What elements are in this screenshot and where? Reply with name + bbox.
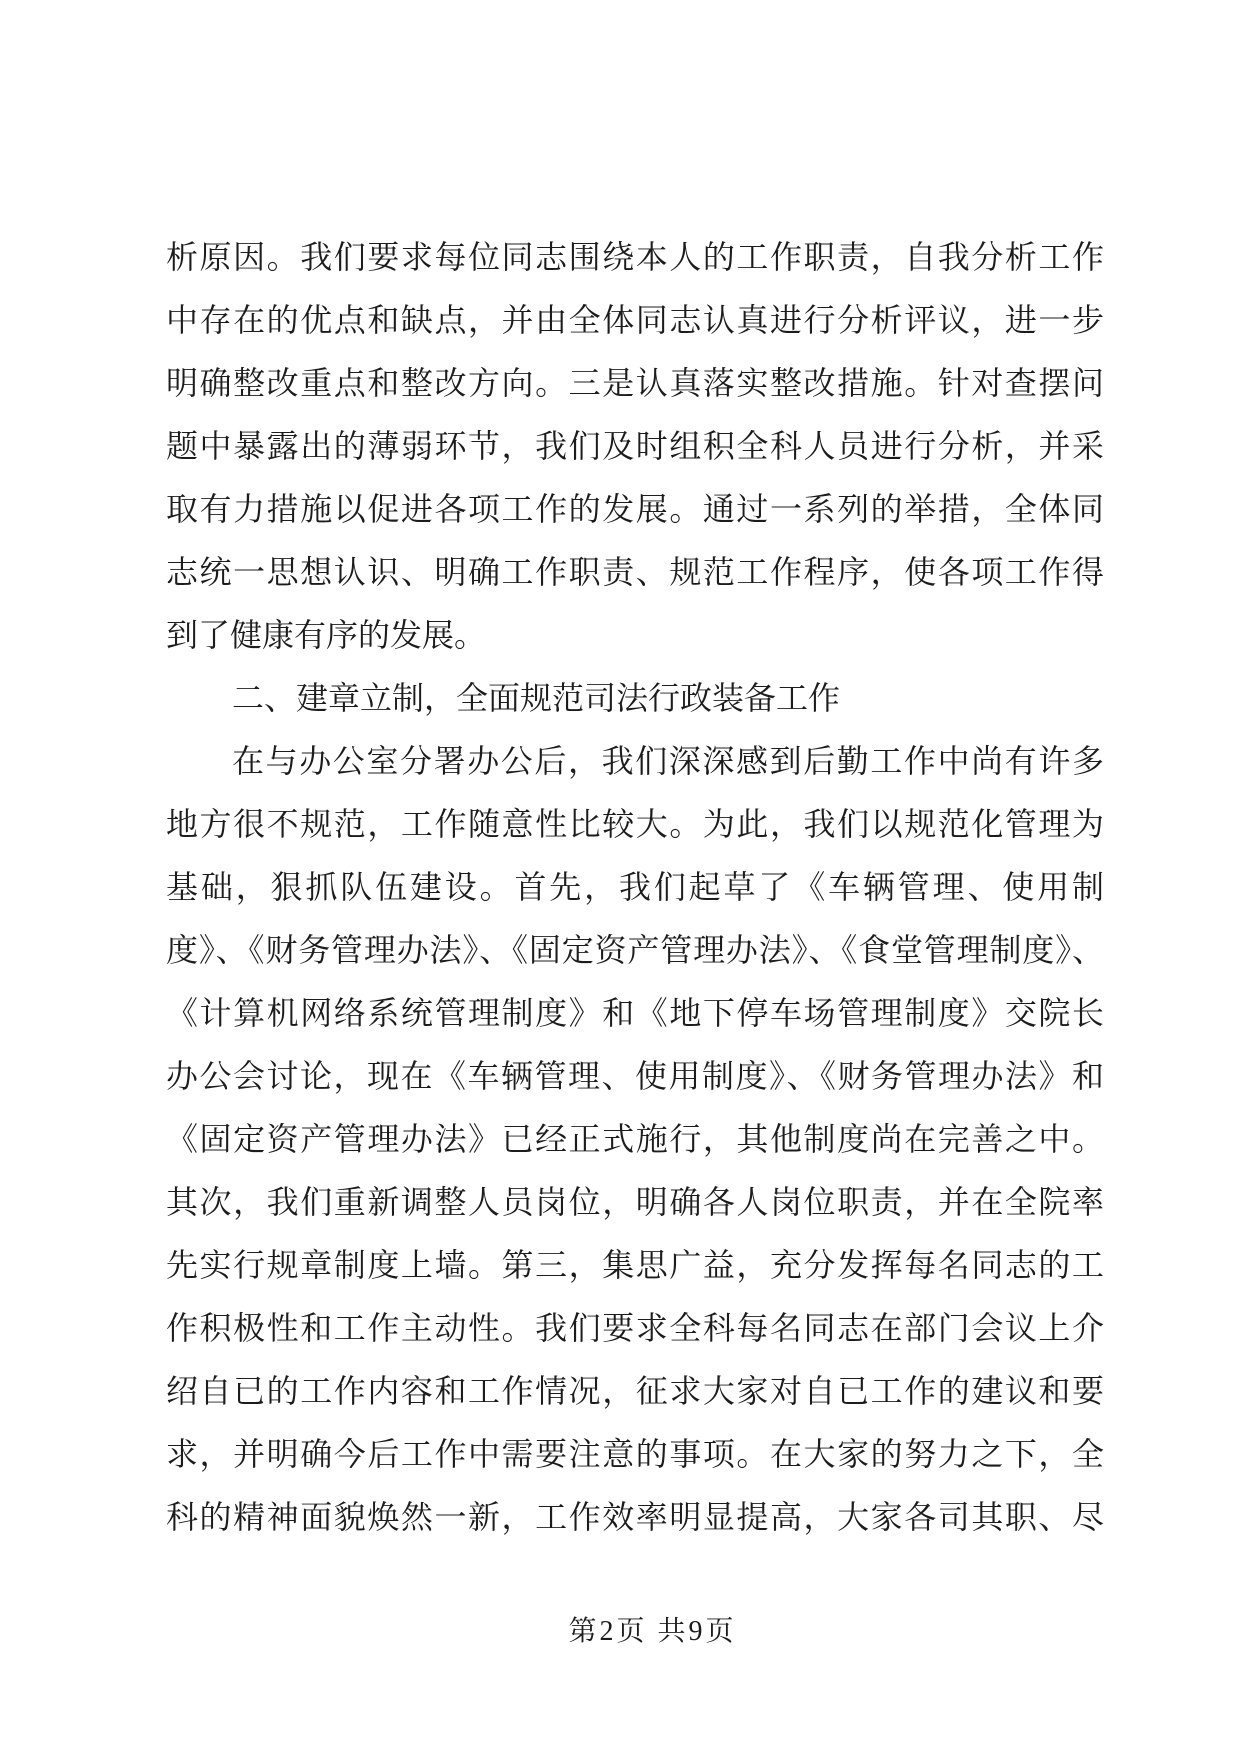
text-line: 在与办公室分署办公后，我们深深感到后勤工作中尚有许多 bbox=[232, 743, 1104, 779]
text-line: 度》、《财务管理办法》、《固定资产管理办法》、《食堂管理制度》、 bbox=[166, 932, 1104, 968]
text-line: 作积极性和工作主动性。我们要求全科每名同志在部门会议上介 bbox=[166, 1310, 1104, 1346]
text-line: 其次，我们重新调整人员岗位，明确各人岗位职责，并在全院率 bbox=[166, 1184, 1104, 1220]
text-line: 《固定资产管理办法》已经正式施行，其他制度尚在完善之中。 bbox=[166, 1121, 1104, 1157]
page-number-label: 第2页 共9页 bbox=[568, 1616, 737, 1647]
text-line: 科的精神面貌焕然一新，工作效率明显提高，大家各司其职、尽 bbox=[166, 1499, 1104, 1535]
text-line: 析原因。我们要求每位同志围绕本人的工作职责，自我分析工作 bbox=[166, 239, 1104, 275]
text-line: 办公会讨论，现在《车辆管理、使用制度》、《财务管理办法》和 bbox=[166, 1058, 1104, 1094]
text-line: 地方很不规范，工作随意性比较大。为此，我们以规范化管理为 bbox=[166, 806, 1104, 842]
text-line: 明确整改重点和整改方向。三是认真落实整改措施。针对查摆问 bbox=[166, 365, 1104, 401]
section-heading: 二、建章立制，全面规范司法行政装备工作 bbox=[232, 680, 841, 716]
text-line: 到了健康有序的发展。 bbox=[166, 617, 487, 653]
text-line: 绍自已的工作内容和工作情况，征求大家对自已工作的建议和要 bbox=[166, 1373, 1104, 1409]
text-line: 题中暴露出的薄弱环节，我们及时组积全科人员进行分析，并采 bbox=[166, 428, 1104, 464]
text-line: 志统一思想认识、明确工作职责、规范工作程序，使各项工作得 bbox=[166, 554, 1104, 590]
text-line: 求，并明确今后工作中需要注意的事项。在大家的努力之下，全 bbox=[166, 1436, 1104, 1472]
document-body bbox=[166, 226, 1104, 1549]
text-line: 中存在的优点和缺点，并由全体同志认真进行分析评议，进一步 bbox=[166, 302, 1104, 338]
text-line: 《计算机网络系统管理制度》和《地下停车场管理制度》交院长 bbox=[166, 995, 1104, 1031]
page-footer bbox=[32, 1610, 1241, 1654]
text-line: 基础，狠抓队伍建设。首先，我们起草了《车辆管理、使用制 bbox=[166, 869, 1104, 905]
text-line: 先实行规章制度上墙。第三，集思广益，充分发挥每名同志的工 bbox=[166, 1247, 1104, 1283]
text-line: 取有力措施以促进各项工作的发展。通过一系列的举措，全体同 bbox=[166, 491, 1104, 527]
